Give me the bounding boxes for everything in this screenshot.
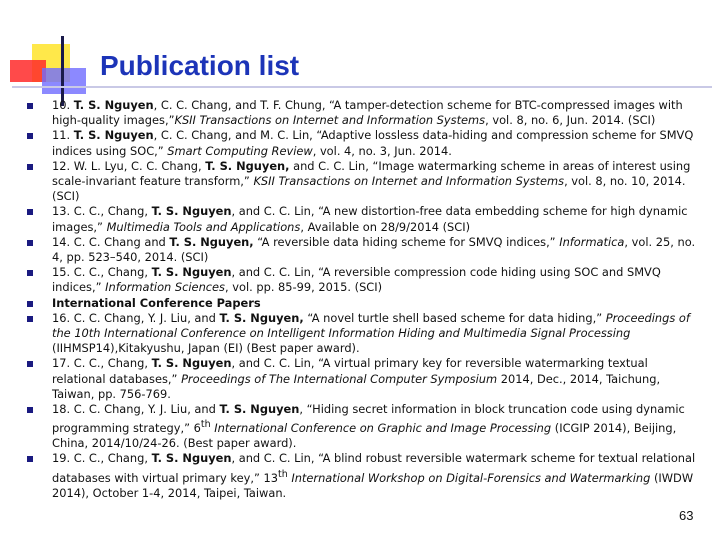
entry-text: 17. C. C., Chang, T. S. Nguyen, and C. C. Lin, “A virtual primary key for reversible watermarking textual relational databases,” Proceedings of The International Computer Symposium 2014, Dec., 2014, Taichung, Taiwan, pp. 756-769. — [52, 356, 661, 401]
bullet-icon — [27, 407, 33, 413]
entry-text: 14. C. C. Chang and T. S. Nguyen, “A reversible data hiding scheme for SMVQ indices,” Informatica, vol. 25, no. 4, pp. 523–540, 2014. (SCI) — [52, 234, 696, 265]
entry-text: 13. C. C., Chang, T. S. Nguyen, and C. C. Lin, “A new distortion-free data embedding scheme for high dynamic images,” Multimedia Tools and Applications, Available on 28/9/2014 (SCI) — [52, 204, 688, 234]
publication-entry — [0, 451, 720, 500]
entry-text: 11. T. S. Nguyen, C. C. Chang, and M. C. Lin, “Adaptive lossless data-hiding and compression scheme for SMVQ indices using SOC,” Smart Computing Review, vol. 4, no. 3, Jun. 2014. — [52, 128, 694, 158]
publication-entry — [0, 311, 720, 357]
publication-entry — [0, 265, 720, 295]
publication-entry — [0, 128, 720, 158]
page-title: Publication list — [100, 50, 300, 81]
entry-text: 12. W. L. Lyu, C. C. Chang, T. S. Nguyen, and C. C. Lin, “Image watermarking scheme in areas of interest using scale-invariant feature transform,” KSII Transactions on Internet and Information Systems, vol. 8, no. 10, 2014. (SCI) — [52, 158, 691, 204]
publication-entry — [0, 204, 720, 234]
bullet-icon — [27, 240, 33, 246]
entry-text: 15. C. C., Chang, T. S. Nguyen, and C. C. Lin, “A reversible compression code hiding using SOC and SMVQ indices,” Information Sciences, vol. pp. 85-99, 2015. (SCI) — [52, 265, 661, 295]
bullet-icon — [27, 456, 33, 462]
entry-text: 19. C. C., Chang, T. S. Nguyen, and C. C. Lin, “A blind robust reversible watermark scheme for textual relational databases with virtual primary key,” 13th International Workshop on Digital-Forensics and Watermarking (IWDW 2014), October 1-4, 2014, Taipei, Taiwan. — [52, 451, 696, 500]
page-number: 63 — [679, 508, 694, 523]
publication-entry — [0, 356, 720, 402]
publication-entry — [0, 235, 720, 265]
decor-red-block — [10, 60, 46, 82]
entry-text: International Conference Papers — [52, 295, 261, 310]
publication-list — [0, 98, 720, 501]
bullet-icon — [27, 133, 33, 139]
entry-text: 10. T. S. Nguyen, C. C. Chang, and T. F. Chung, “A tamper-detection scheme for BTC-compressed images with high-quality images,”KSII Transactions on Internet and Information Systems, vol. 8, no. 6, Jun. 2014. (SCI) — [52, 98, 683, 128]
bullet-icon — [27, 103, 33, 109]
entry-text: 18. C. C. Chang, Y. J. Liu, and T. S. Nguyen, “Hiding secret information in block truncation code using dynamic programming strategy,” 6th International Conference on Graphic and Image Processing (ICGIP 2014), Beijing, China, 2014/10/24-26. (Best paper award). — [52, 402, 685, 451]
bullet-icon — [27, 316, 33, 322]
publication-entry — [0, 98, 720, 128]
decor-horizontal-rule — [12, 86, 712, 88]
bullet-icon — [27, 301, 33, 307]
bullet-icon — [27, 270, 33, 276]
publication-entry — [0, 402, 720, 451]
decor-blue-block — [42, 68, 86, 94]
decor-vertical-line — [61, 36, 64, 106]
bullet-icon — [27, 209, 33, 215]
bullet-icon — [27, 164, 33, 170]
bullet-icon — [27, 361, 33, 367]
publication-entry — [0, 159, 720, 205]
section-heading — [0, 296, 720, 311]
entry-text: 16. C. C. Chang, Y. J. Liu, and T. S. Nguyen, “A novel turtle shell based scheme for data hiding,” Proceedings of the 10th International Conference on Intelligent Information Hiding and Multimedia Signal Processing (IIHMSP14),Kitakyushu, Japan (EI) (Best paper award). — [52, 310, 690, 356]
